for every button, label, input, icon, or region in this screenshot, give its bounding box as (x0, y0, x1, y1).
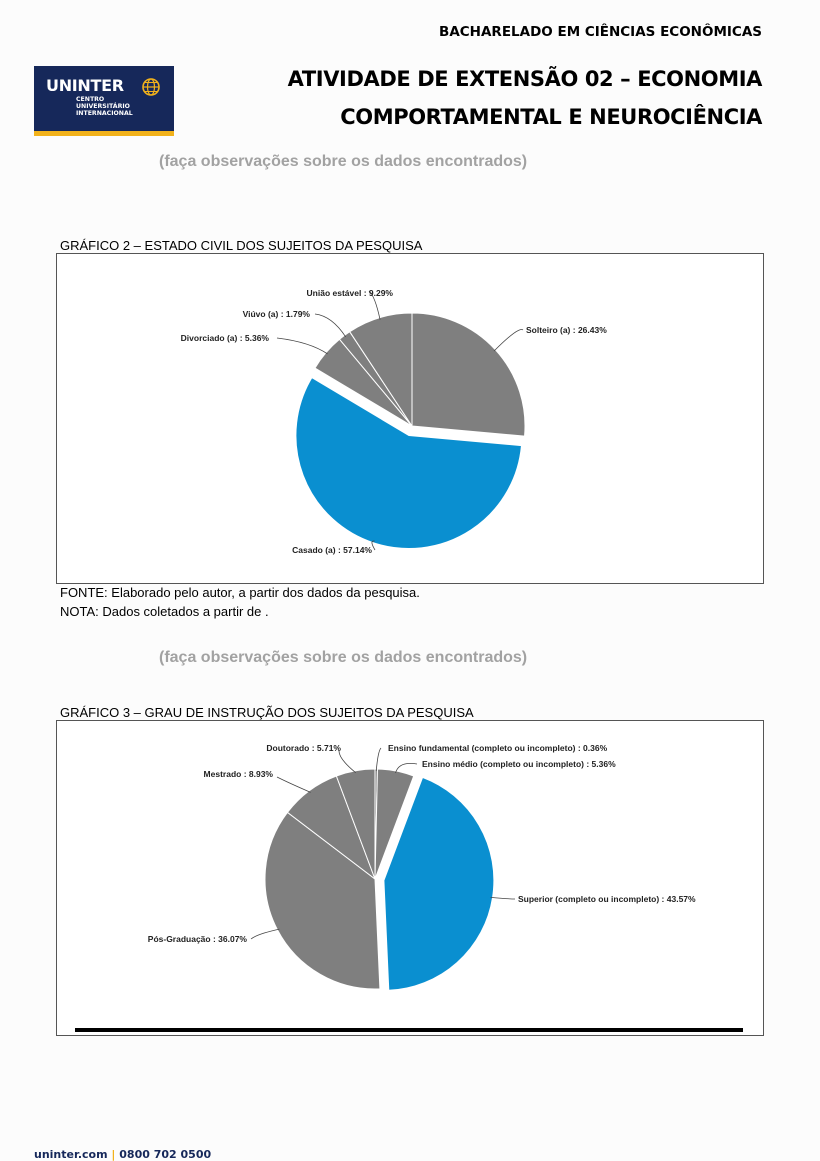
logo-sub-line: CENTRO (76, 96, 105, 103)
slice-label: União estável : 9.29% (306, 288, 393, 298)
page-title (288, 60, 762, 136)
uninter-logo (34, 66, 174, 136)
logo-sub-line: UNIVERSITÁRIO (76, 103, 130, 110)
logo-subtitle (76, 96, 133, 117)
slice-label: Ensino médio (completo ou incompleto) : 5.36% (422, 759, 616, 769)
chart-caption: GRÁFICO 3 – GRAU DE INSTRUÇÃO DOS SUJEITOS DA PESQUISA (60, 705, 474, 720)
chart-frame (56, 720, 764, 1036)
leader-line (491, 897, 515, 899)
slice-label: Pós-Graduação : 36.07% (147, 934, 247, 944)
title-line: COMPORTAMENTAL E NEUROCIÊNCIA (340, 105, 762, 129)
title-line: ATIVIDADE DE EXTENSÃO 02 – ECONOMIA (287, 67, 762, 91)
leader-line (251, 929, 279, 939)
footer (34, 1148, 211, 1161)
globe-icon (140, 77, 162, 97)
slice-label: Viúvo (a) : 1.79% (242, 309, 310, 319)
pie-chart-education (57, 721, 763, 1035)
leader-line (277, 338, 328, 354)
slice-label: Mestrado : 8.93% (203, 769, 273, 779)
black-rule (75, 1028, 743, 1032)
observation-placeholder: (faça observações sobre os dados encontrados) (159, 649, 528, 666)
slice-label: Divorciado (a) : 5.36% (180, 333, 269, 343)
slice-label: Superior (completo ou incompleto) : 43.57% (518, 894, 696, 904)
chart-frame (56, 253, 764, 584)
footer-phone: 0800 702 0500 (119, 1148, 212, 1161)
leader-line (339, 751, 356, 773)
logo-name: UNINTER (46, 76, 124, 95)
observation-placeholder: (faça observações sobre os dados encontrados) (159, 153, 528, 170)
slice-label: Solteiro (a) : 26.43% (526, 325, 607, 335)
slice-label: Doutorado : 5.71% (266, 743, 341, 753)
course-name: BACHARELADO EM CIÊNCIAS ECONÔMICAS (439, 24, 762, 40)
leader-line (376, 748, 381, 771)
pie-chart-marital-status (57, 254, 763, 583)
leader-line (277, 777, 311, 792)
logo-sub-line: INTERNACIONAL (76, 110, 133, 117)
pie-slice (412, 313, 525, 436)
source-text: FONTE: Elaborado pelo autor, a partir dos dados da pesquisa. (60, 585, 420, 600)
leader-line (315, 314, 346, 337)
leader-line (494, 329, 523, 351)
note-text: NOTA: Dados coletados a partir de . (60, 604, 269, 619)
slice-label: Casado (a) : 57.14% (292, 545, 372, 555)
footer-separator: | (111, 1148, 116, 1161)
chart-caption: GRÁFICO 2 – ESTADO CIVIL DOS SUJEITOS DA PESQUISA (60, 238, 423, 253)
slice-label: Ensino fundamental (completo ou incompleto) : 0.36% (388, 743, 608, 753)
footer-site: uninter.com (34, 1148, 108, 1161)
